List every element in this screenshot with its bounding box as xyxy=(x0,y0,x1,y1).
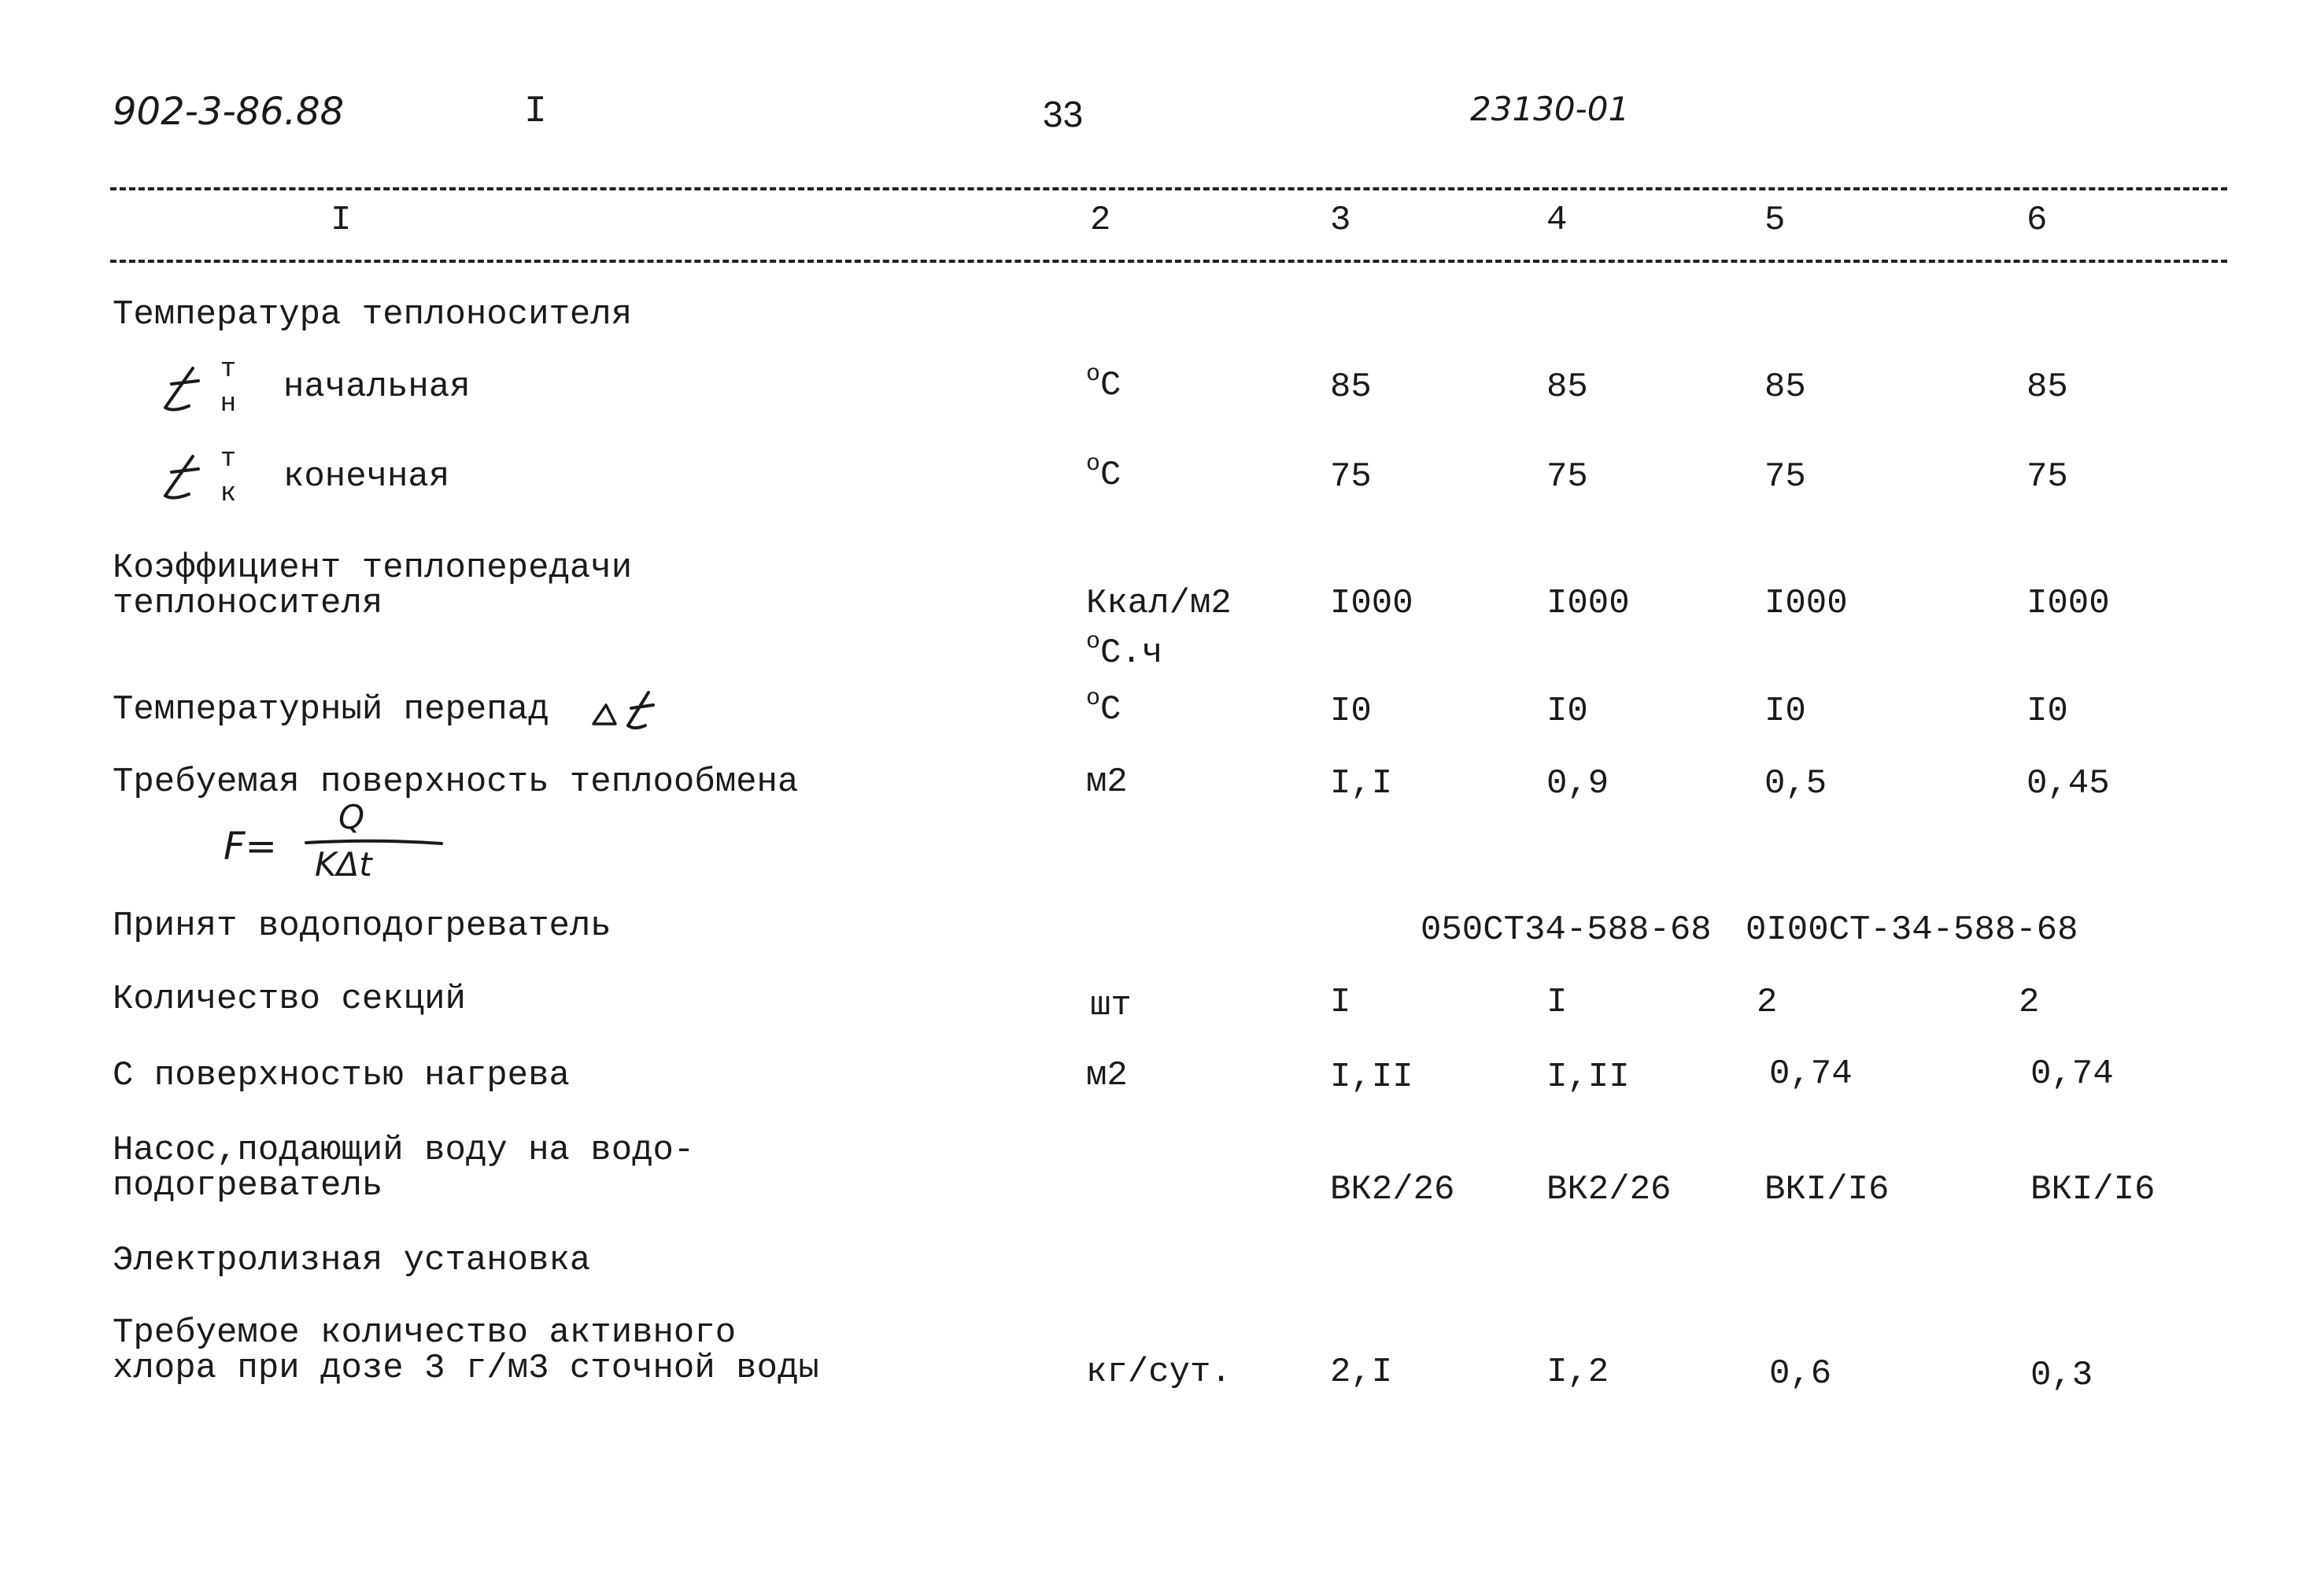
sheet-code: 23130-01 xyxy=(1470,90,1630,128)
column-header-5: 5 xyxy=(1764,201,1786,240)
document-code: 902-3-86.88 xyxy=(113,90,345,134)
heating-surface-value-3: I,II xyxy=(1330,1058,1413,1097)
chlorine-unit: кг/сут. xyxy=(1086,1353,1232,1392)
heating-surface-value-5: 0,74 xyxy=(1769,1054,1853,1094)
heating-surface-label: С поверхностью нагрева xyxy=(113,1056,570,1095)
temp-start-unit: $^о$С xyxy=(1086,361,1121,405)
column-header-6: 6 xyxy=(2027,201,2048,240)
temp-end-value-6: 75 xyxy=(2027,457,2068,497)
temp-end-value-5: 75 xyxy=(1764,457,1806,497)
sections-unit: шт xyxy=(1090,986,1132,1025)
electrolysis-label: Электролизная установка xyxy=(113,1241,591,1280)
t-symbol-icon xyxy=(157,360,205,415)
page-number: 33 xyxy=(1043,94,1084,135)
heating-surface-value-4: I,II xyxy=(1546,1058,1630,1097)
temp-start-subscript: н xyxy=(220,389,237,419)
pump-value-3: ВК2/26 xyxy=(1330,1170,1455,1209)
formula-numerator: Q xyxy=(338,798,365,836)
pump-value-4: ВК2/26 xyxy=(1546,1170,1672,1209)
sections-value-6: 2 xyxy=(2019,983,2040,1022)
pump-value-5: ВКI/I6 xyxy=(1764,1170,1890,1209)
temp-end-unit: $^о$С xyxy=(1086,451,1121,495)
heater-label: Принят водоподогреватель xyxy=(113,906,611,946)
delta-value-4: I0 xyxy=(1546,692,1588,731)
coef-value-4: I000 xyxy=(1546,584,1630,623)
delta-value-5: I0 xyxy=(1764,692,1806,731)
chlorine-label-line1: Требуемое количество активного xyxy=(113,1313,737,1353)
delta-value-3: I0 xyxy=(1330,692,1372,731)
sections-label: Количество секций xyxy=(113,980,466,1019)
chlorine-value-4: I,2 xyxy=(1546,1353,1609,1392)
coef-unit-line2: $^о$С.ч xyxy=(1086,629,1163,673)
delta-value-6: I0 xyxy=(2027,692,2068,731)
pump-label-line1: Насос,подающий воду на водо- xyxy=(113,1131,695,1170)
sections-value-4: I xyxy=(1546,983,1568,1022)
temp-start-label: начальная xyxy=(283,367,471,407)
pump-value-6: ВКI/I6 xyxy=(2030,1170,2156,1209)
formula-denominator: KΔt xyxy=(315,845,372,884)
table-top-rule xyxy=(110,187,2227,190)
heating-surface-unit: м2 xyxy=(1086,1056,1128,1095)
pump-label-line2: подогреватель xyxy=(113,1166,383,1205)
surface-value-4: 0,9 xyxy=(1546,764,1609,803)
column-header-4: 4 xyxy=(1546,201,1568,240)
temp-end-subscript: к xyxy=(220,479,237,509)
coef-value-5: I000 xyxy=(1764,584,1848,623)
album-number: I xyxy=(524,90,547,133)
delta-t-symbol-icon xyxy=(589,686,660,733)
column-header-3: 3 xyxy=(1330,201,1351,240)
formula-lhs: F= xyxy=(224,825,277,869)
temp-end-superscript: т xyxy=(220,445,237,474)
coef-value-3: I000 xyxy=(1330,584,1413,623)
sections-value-5: 2 xyxy=(1757,983,1778,1022)
table-header-rule xyxy=(110,260,2227,263)
coef-unit-line1: Ккал/м2 xyxy=(1086,584,1232,623)
delta-unit: $^о$С xyxy=(1086,685,1121,729)
surface-label: Требуемая поверхность теплообмена xyxy=(113,762,799,802)
column-header-1: I xyxy=(331,201,352,240)
temp-start-superscript: т xyxy=(220,355,237,385)
delta-label: Температурный перепад xyxy=(113,690,549,729)
temperature-heading: Температура теплоносителя xyxy=(113,295,633,334)
chlorine-label-line2: хлора при дозе 3 г/м3 сточной воды xyxy=(113,1349,819,1388)
temp-end-value-3: 75 xyxy=(1330,457,1372,497)
coef-label-line2: теплоносителя xyxy=(113,584,383,623)
temp-start-value-6: 85 xyxy=(2027,367,2068,407)
temp-end-value-4: 75 xyxy=(1546,457,1588,497)
temp-start-value-4: 85 xyxy=(1546,367,1588,407)
sections-value-3: I xyxy=(1330,983,1351,1022)
surface-value-6: 0,45 xyxy=(2027,764,2110,803)
surface-unit: м2 xyxy=(1086,762,1128,802)
surface-value-3: I,I xyxy=(1330,764,1393,803)
heater-model-b: 0I00СТ-34-588-68 xyxy=(1746,910,2078,950)
coef-value-6: I000 xyxy=(2027,584,2110,623)
chlorine-value-5: 0,6 xyxy=(1769,1354,1832,1394)
coef-label-line1: Коэффициент теплопередачи xyxy=(113,548,633,588)
temp-start-value-5: 85 xyxy=(1764,367,1806,407)
chlorine-value-3: 2,I xyxy=(1330,1353,1393,1392)
heating-surface-value-6: 0,74 xyxy=(2030,1054,2114,1094)
temp-start-value-3: 85 xyxy=(1330,367,1372,407)
temp-end-label: конечная xyxy=(283,457,450,497)
column-header-2: 2 xyxy=(1090,201,1111,240)
surface-value-5: 0,5 xyxy=(1764,764,1827,803)
chlorine-value-6: 0,3 xyxy=(2030,1356,2093,1395)
heater-model-a: 050СТ34-588-68 xyxy=(1421,910,1712,950)
t-symbol-icon xyxy=(157,449,205,504)
